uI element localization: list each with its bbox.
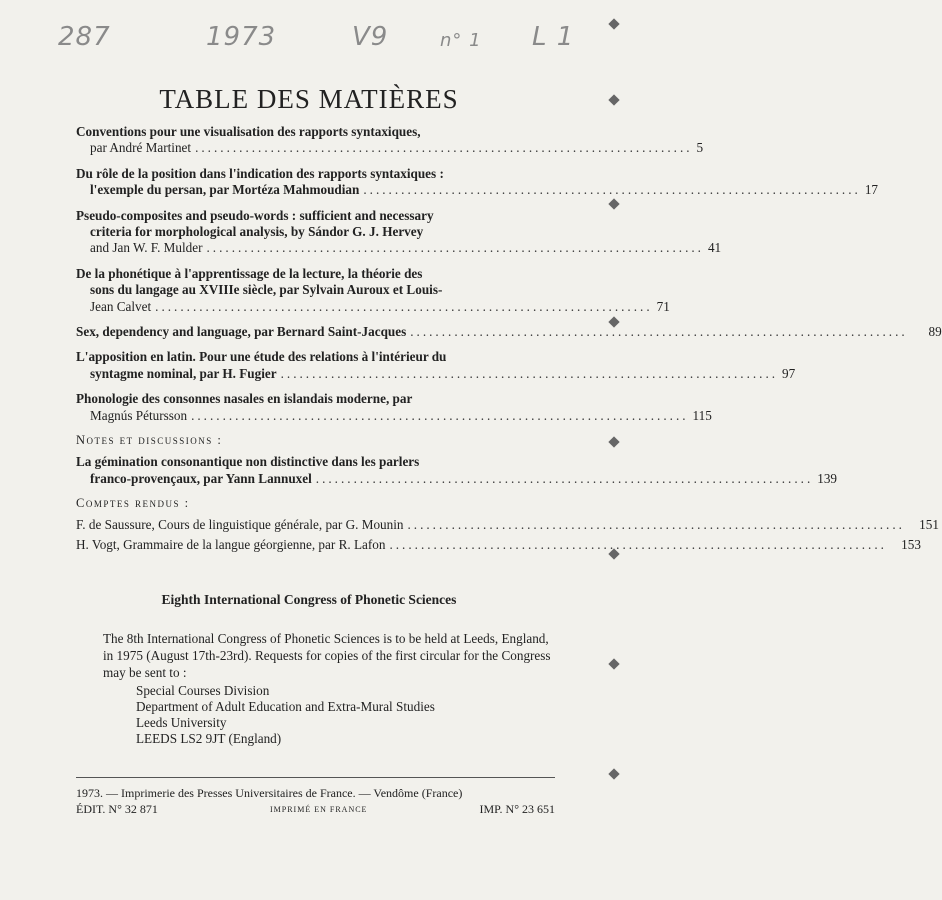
handwritten-mark: V9 — [352, 22, 389, 52]
address-line: Special Courses Division — [136, 683, 270, 698]
handwritten-mark: n° 1 — [440, 30, 482, 51]
toc-entry — [76, 516, 939, 533]
toc-entry-line: and Jan W. F. Mulder — [90, 240, 203, 256]
leader-dots: ............................................................................... — [315, 470, 814, 486]
leader-dots: ............................................................................... — [191, 407, 689, 423]
binding-mark — [608, 198, 619, 209]
toc-entry-line: Magnús Pétursson — [90, 407, 188, 423]
binding-mark — [608, 18, 619, 29]
address-line: Department of Adult Education and Extra-Mural Studies — [136, 699, 435, 714]
toc-entry — [76, 324, 942, 340]
leader-dots: ............................................................................... — [363, 182, 861, 198]
divider — [76, 777, 555, 778]
page-number: 115 — [692, 407, 712, 423]
edit-number: ÉDIT. N° 32 871 — [76, 802, 158, 816]
toc-entry-line: F. de Saussure, Cours de linguistique générale, par G. Mounin — [76, 516, 404, 532]
page-number: 139 — [817, 470, 838, 486]
page-number: 17 — [864, 182, 878, 198]
toc-entry — [76, 124, 704, 157]
toc-entry — [76, 265, 670, 315]
congress-paragraph: The 8th International Congress of Phonetic Sciences is to be held at Leeds, England, in 1975 (August 17th-23rd). Requests for copies of the first circular for the Congress may be sent to : — [103, 631, 551, 680]
toc-entry — [76, 537, 921, 553]
leader-dots: ............................................................................... — [155, 298, 653, 314]
page-number: 151 — [919, 516, 939, 532]
toc-entry-line: De la phonétique à l'apprentissage de la lecture, la théorie des — [76, 265, 423, 281]
leader-dots: ............................................................................... — [410, 324, 908, 340]
toc-entry-line: La gémination consonantique non distinctive dans les parlers — [76, 454, 420, 470]
address-line: Leeds University — [136, 715, 227, 730]
printed-in-france: IMPRIMÉ EN FRANCE — [269, 805, 368, 814]
toc-entry-line: Pseudo-composites and pseudo-words : sufficient and necessary — [76, 207, 434, 223]
footer-row — [76, 802, 555, 817]
binding-mark — [608, 658, 619, 669]
toc-entry-line: Conventions pour une visualisation des rapports syntaxiques, — [76, 124, 421, 139]
page-number: 89 — [928, 324, 942, 340]
leader-dots: ............................................................................... — [280, 365, 779, 381]
binding-mark — [608, 436, 619, 447]
toc-entry — [76, 391, 712, 424]
toc-entry-line: L'apposition en latin. Pour une étude des relations à l'intérieur du — [76, 349, 447, 365]
imp-number: IMP. N° 23 651 — [479, 802, 555, 816]
toc-entry — [76, 207, 722, 257]
toc-entry — [76, 349, 796, 382]
page-title: TABLE DES MATIÈRES — [159, 84, 459, 115]
handwritten-mark: 1973 — [206, 22, 277, 52]
leader-dots: ............................................................................... — [195, 140, 693, 156]
toc-entry-line: syntagme nominal, par H. Fugier — [90, 365, 277, 381]
reviews-section-label: Comptes rendus : — [76, 495, 190, 510]
congress-heading: Eighth International Congress of Phonetic Sciences — [161, 592, 457, 607]
toc-entry-line: Sex, dependency and language, par Bernard Saint-Jacques — [76, 324, 407, 340]
toc-entry-line: H. Vogt, Grammaire de la langue géorgienne, par R. Lafon — [76, 537, 386, 553]
handwritten-mark: 287 — [58, 22, 111, 52]
page-number: 71 — [656, 298, 670, 314]
leader-dots: ............................................................................... — [206, 240, 704, 256]
leader-dots: ............................................................................... — [407, 516, 905, 532]
leader-dots: ............................................................................... — [389, 537, 887, 553]
toc-entry — [76, 165, 878, 199]
page-number: 97 — [782, 365, 796, 381]
page-number: 153 — [901, 537, 921, 553]
printer-line: 1973. — Imprimerie des Presses Universitaires de France. — Vendôme (France) — [76, 786, 463, 800]
toc-entry — [76, 454, 838, 487]
binding-mark — [608, 768, 619, 779]
toc-entry-line: par André Martinet — [90, 140, 192, 156]
address-line: LEEDS LS2 9JT (England) — [136, 731, 282, 746]
toc-entry-line: Phonologie des consonnes nasales en islandais moderne, par — [76, 391, 413, 407]
page-number: 5 — [696, 140, 704, 156]
toc-entry-line: l'exemple du persan, par Mortéza Mahmoudian — [90, 182, 360, 198]
toc-entry-line: criteria for morphological analysis, by Sándor G. J. Hervey — [90, 224, 424, 240]
toc-entry-line: Du rôle de la position dans l'indication des rapports syntaxiques : — [76, 165, 444, 181]
toc-entry-line: sons du langage au XVIIIe siècle, par Sylvain Auroux et Louis- — [90, 282, 443, 298]
handwritten-mark: L 1 — [532, 22, 575, 52]
toc-entry-line: franco-provençaux, par Yann Lannuxel — [90, 470, 312, 486]
table-of-contents — [76, 124, 942, 563]
toc-entry-line: Jean Calvet — [90, 298, 152, 314]
notes-section-label: Notes et discussions : — [76, 433, 223, 448]
page-number: 41 — [707, 240, 722, 256]
